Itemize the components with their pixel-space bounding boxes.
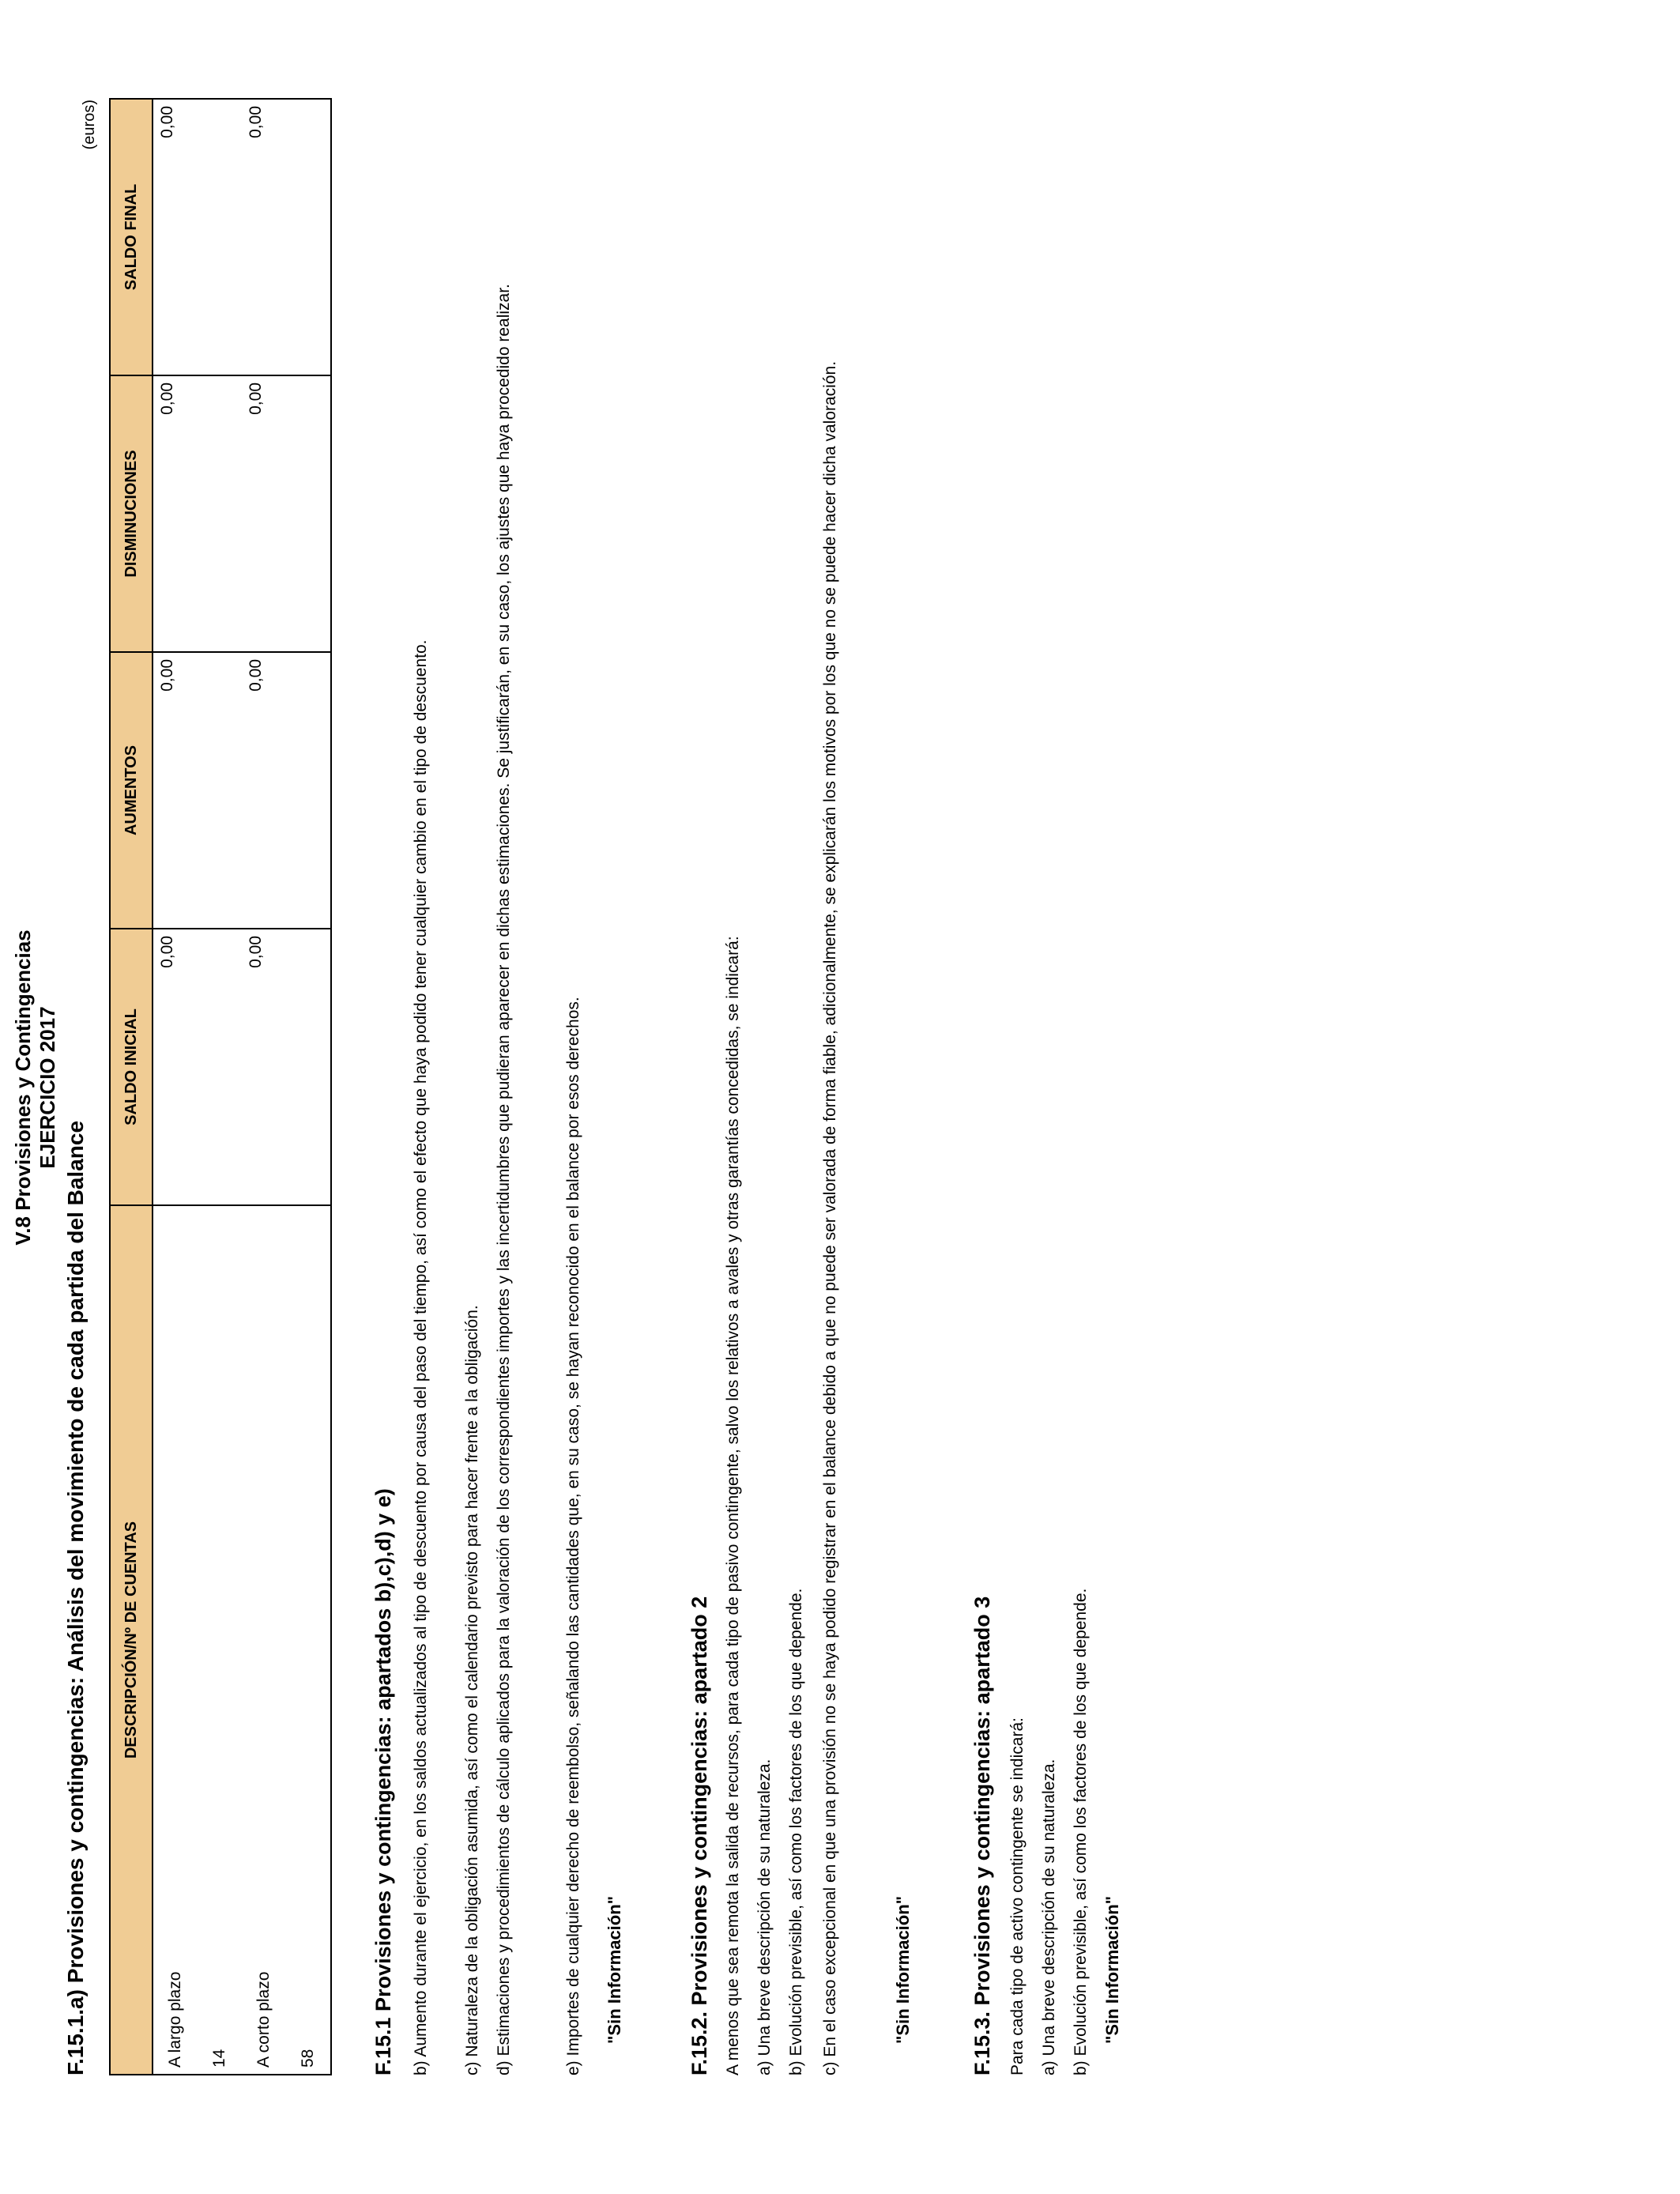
cell-saldo-final: 0,00 [153, 99, 198, 375]
row-description: A largo plazo [153, 1205, 198, 2075]
paragraph-f151-e: e) Importes de cualquier derecho de reembolso, señalando las cantidades que, en su caso, se hayan reconocido en el balance por esos derechos. [564, 997, 582, 2075]
no-info-f152: "Sin Información" [893, 1895, 913, 2044]
no-info-f151: "Sin Información" [605, 1895, 624, 2044]
table-section-heading: F.15.1.a) Provisiones y contingencias: Análisis del movimiento de cada partida del Balance [63, 1120, 88, 2075]
paragraph-f151-b: b) Aumento durante el ejercicio, en los saldos actualizados al tipo de descuento por causa del paso del tiempo, así como el efecto que haya podido tener cualquier cambio en el tipo de descuento. [412, 639, 430, 2075]
cell-disminuciones: 0,00 [242, 375, 286, 652]
table-row [153, 99, 198, 2075]
section-heading-f152: F.15.2. Provisiones y contingencias: apartado 2 [687, 1596, 711, 2075]
cell-saldo-inicial: 0,00 [153, 929, 198, 1205]
cell-saldo-inicial [198, 929, 242, 1205]
table-row [286, 99, 331, 2075]
row-description: A corto plazo [242, 1205, 286, 2075]
column-header-description: DESCRIPCIÓN/Nº DE CUENTAS [110, 1205, 153, 2075]
column-header-aumentos: AUMENTOS [110, 652, 153, 929]
cell-aumentos [286, 652, 331, 929]
section-heading-f151: F.15.1 Provisiones y contingencias: apartados b),c),d) y e) [371, 1488, 395, 2075]
cell-saldo-inicial: 0,00 [242, 929, 286, 1205]
cell-disminuciones: 0,00 [153, 375, 198, 652]
cell-aumentos: 0,00 [242, 652, 286, 929]
row-description: 58 [286, 1205, 331, 2075]
paragraph-f151-c: c) Naturaleza de la obligación asumida, así como el calendario previsto para hacer frente a la obligación. [463, 1305, 481, 2075]
cell-saldo-final [286, 99, 331, 375]
table-row [198, 99, 242, 2075]
paragraph-f153-b: b) Evolución previsible, así como los factores de los que depende. [1072, 1588, 1090, 2075]
table-row [242, 99, 286, 2075]
paragraph-f151-d: d) Estimaciones y procedimientos de cálculo aplicados para la valoración de los correspondientes importes y las incertidumbres que pudieran aparecer en dichas estimaciones. Se justificarán, en su caso, los ajustes que haya procedido realizar. [495, 284, 513, 2075]
cell-disminuciones [198, 375, 242, 652]
column-header-saldo-inicial: SALDO INICIAL [110, 929, 153, 1205]
paragraph-f152-c: c) En el caso excepcional en que una provisión no se haya podido registrar en el balance debido a que no puede ser valorada de forma fiable, adicionalmente, se explicarán los motivos por los que no se puede hacer dicha valoración. [821, 360, 839, 2075]
unit-label: (euros) [81, 100, 98, 150]
table-header-row [110, 99, 153, 2075]
paragraph-f152-a: a) Una breve descripción de su naturaleza. [755, 1759, 774, 2075]
page-subtitle-year: EJERCICIO 2017 [36, 1006, 59, 1169]
row-description: 14 [198, 1205, 242, 2075]
paragraph-f152-b: b) Evolución previsible, así como los factores de los que depende. [787, 1588, 805, 2075]
column-header-saldo-final: SALDO FINAL [110, 99, 153, 375]
paragraph-f152-intro: A menos que sea remota la salida de recursos, para cada tipo de pasivo contingente, salvo los relativos a avales y otras garantías concedidas, se indicará: [724, 936, 742, 2075]
cell-disminuciones [286, 375, 331, 652]
cell-aumentos [198, 652, 242, 929]
paragraph-f153-a: a) Una breve descripción de su naturaleza. [1040, 1759, 1058, 2075]
cell-aumentos: 0,00 [153, 652, 198, 929]
cell-saldo-final [198, 99, 242, 375]
paragraph-f153-intro: Para cada tipo de activo contingente se indicará: [1008, 1717, 1026, 2075]
no-info-f153: "Sin Información" [1102, 1895, 1122, 2044]
movement-table [109, 98, 332, 2075]
section-heading-f153: F.15.3. Provisiones y contingencias: apartado 3 [970, 1596, 994, 2075]
cell-saldo-inicial [286, 929, 331, 1205]
cell-saldo-final: 0,00 [242, 99, 286, 375]
page-title: V.8 Provisiones y Contingencias [11, 929, 35, 1246]
column-header-disminuciones: DISMINUCIONES [110, 375, 153, 652]
